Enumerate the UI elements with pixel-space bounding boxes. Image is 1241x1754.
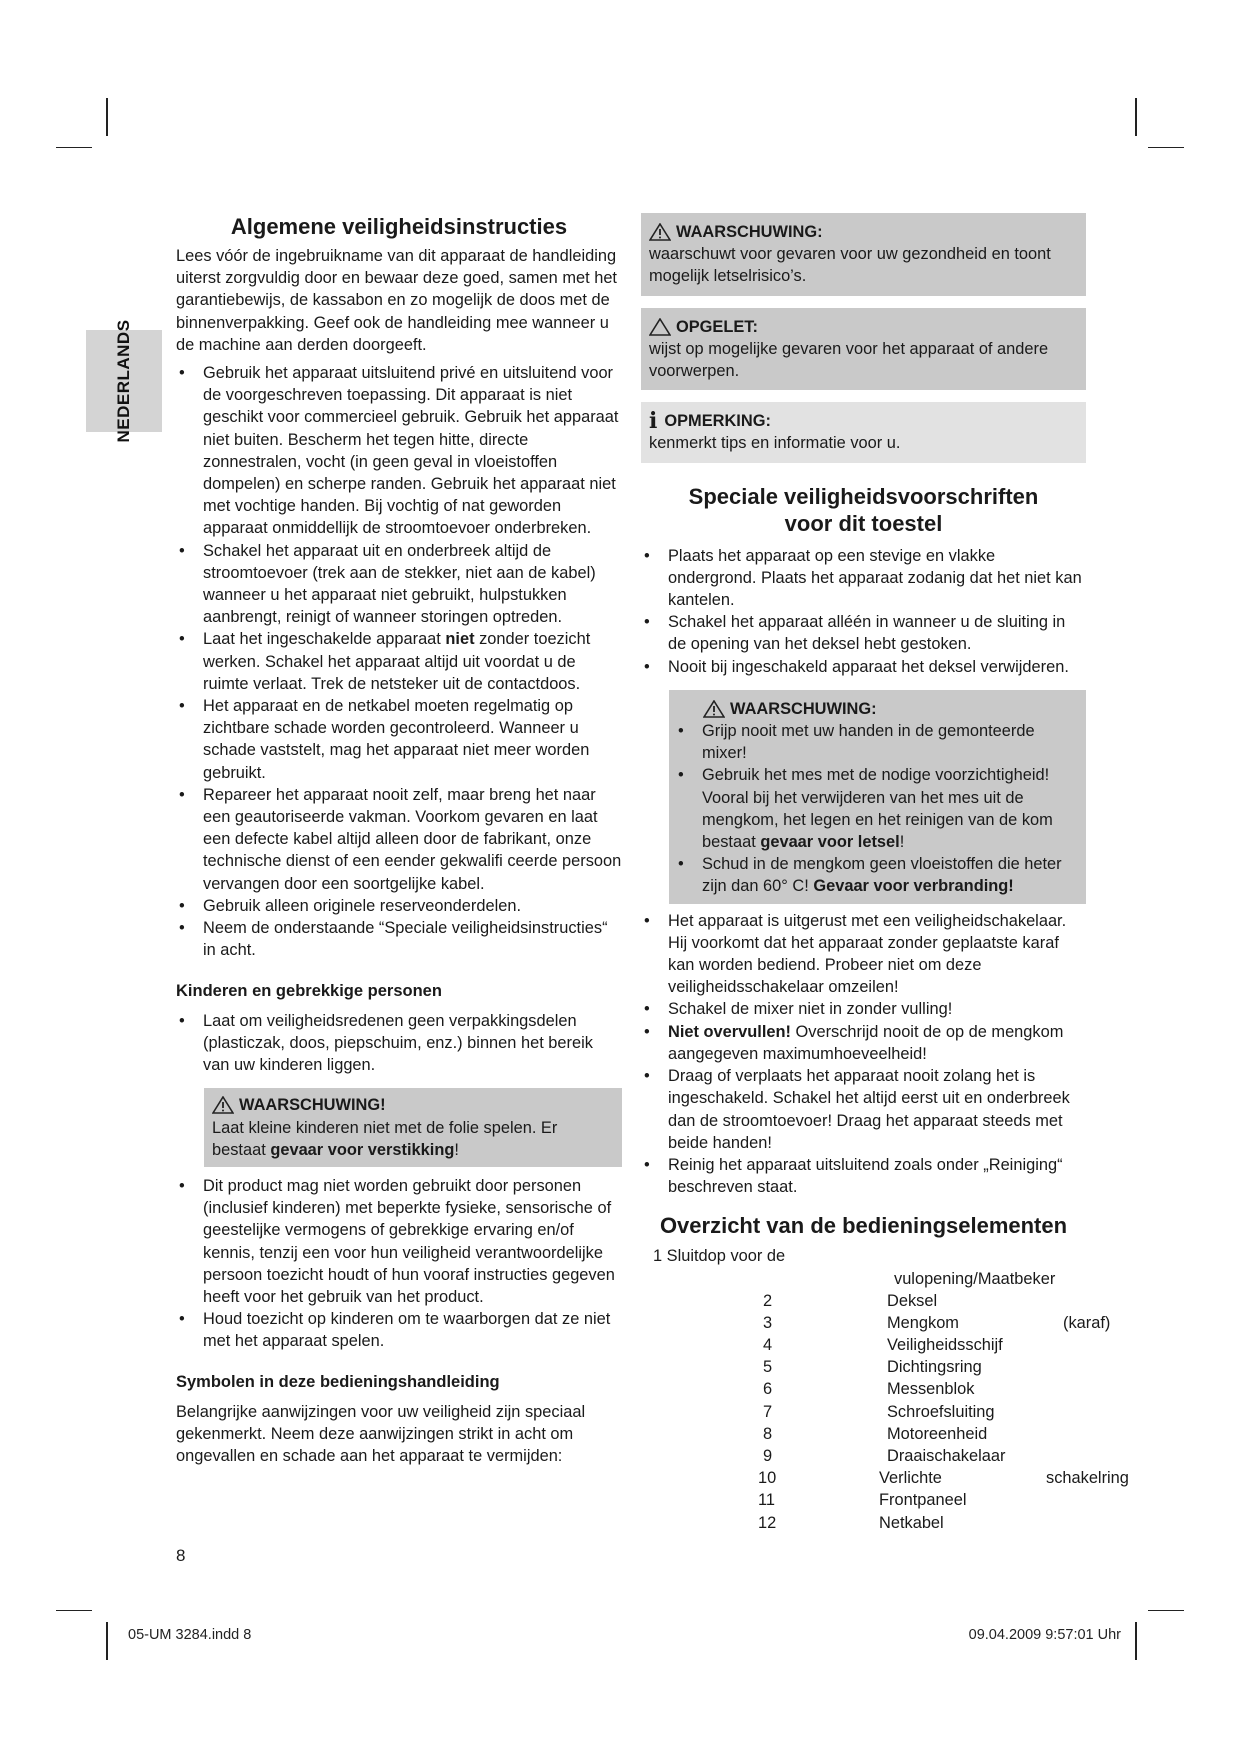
crop-mark bbox=[1135, 98, 1137, 136]
footer-file: 05-UM 3284.indd 8 bbox=[128, 1627, 252, 1643]
warning-triangle-icon bbox=[703, 700, 725, 718]
crop-mark bbox=[1148, 1610, 1184, 1611]
blade-warning-box bbox=[669, 690, 1086, 904]
list-item: • Gebruik alleen originele reserveonderdelen. bbox=[176, 895, 622, 917]
language-tab bbox=[86, 319, 162, 443]
list-item: • Gebruik het mes met de nodige voorzichtigheid! Vooral bij het verwijderen van het mes uit de mengkom, het legen en het reinigen van de kom bestaat gevaar voor letsel! bbox=[675, 764, 1078, 853]
children-heading: Kinderen en gebrekkige personen bbox=[176, 981, 442, 1000]
section-title-special-1: Speciale veiligheidsvoorschriften bbox=[688, 483, 1039, 509]
overview-item bbox=[641, 1423, 1086, 1445]
list-item: • Gebruik het apparaat uitsluitend privé en uitsluitend voor de voorgeschreven toepassing. Dit apparaat is niet geschikt voor commercieel gebruik. Gebruik het apparaat niet buiten. Bescherm het tegen hitte, directe zonnestralen, vocht (in geen geval in vloeistoffen dompelen) en scherpe randen. Gebruik het apparaat niet met vochtige handen. Bij vochtig of nat geworden apparaat onmiddellijk de stroomtoevoer onderbreken. bbox=[176, 362, 622, 540]
overview-label: Motoreenheid bbox=[887, 1424, 988, 1443]
symbol-caution-box bbox=[641, 308, 1086, 391]
children-list-2 bbox=[176, 1175, 622, 1353]
right-column bbox=[641, 213, 1129, 1534]
info-icon: i bbox=[649, 408, 658, 435]
overview-item bbox=[641, 1378, 1086, 1400]
overview-item bbox=[641, 1334, 1086, 1356]
list-item: • Schud in de mengkom geen vloeistoffen die heter zijn dan 60° C! Gevaar voor verbranding! bbox=[675, 853, 1078, 897]
leave-text-bold: niet bbox=[445, 630, 475, 649]
overview-item bbox=[641, 1356, 1086, 1378]
overview-number: 6 bbox=[763, 1380, 773, 1399]
child-warning-text: Laat kleine kinderen niet met de folie spelen. Er bestaat gevaar voor verstikking! bbox=[212, 1118, 558, 1159]
overview-number: 7 bbox=[763, 1402, 773, 1421]
crop-mark bbox=[106, 1622, 108, 1660]
overview-label: Verlichte bbox=[879, 1469, 942, 1488]
left-column bbox=[176, 213, 622, 1467]
overview-label: Schroefsluiting bbox=[887, 1402, 995, 1421]
overview-number: 2 bbox=[763, 1291, 773, 1310]
overview-item bbox=[641, 1312, 1111, 1334]
list-item: • Schakel het apparaat alléén in wanneer u de sluiting in de opening van het deksel hebt gestoken. bbox=[641, 611, 1086, 655]
overview-number: 9 bbox=[763, 1447, 773, 1465]
symbol-caution-title: OPGELET: bbox=[676, 317, 758, 336]
list-item: • Schakel het apparaat uit en onderbreek altijd de stroomtoevoer (trek aan de stekker, niet aan de kabel) wanneer u het apparaat niet gebruikt, hulpstukken aanbrengt, reinigt of wanneer storingen optreden. bbox=[176, 540, 622, 629]
list-item: • Reinig het apparaat uitsluitend zoals onder „Reiniging“ beschreven staat. bbox=[641, 1154, 1086, 1198]
overview-label: Veiligheidsschijf bbox=[887, 1336, 1003, 1355]
overview-extra: schakelring bbox=[1046, 1469, 1129, 1488]
blade-warning-title: WAARSCHUWING: bbox=[730, 699, 877, 718]
overview-number: 5 bbox=[763, 1358, 773, 1377]
overview-label: Messenblok bbox=[887, 1380, 975, 1399]
list-item: • Schakel de mixer niet in zonder vulling! bbox=[641, 998, 1086, 1020]
overview-item: vulopening/Maatbeker bbox=[894, 1269, 1056, 1288]
symbol-warning-box bbox=[641, 213, 1086, 296]
list-item: • Het apparaat en de netkabel moeten regelmatig op zichtbare schade worden gecontroleerd. Wanneer u schade vaststelt, mag het apparaat niet meer worden gebruikt. bbox=[176, 695, 622, 784]
children-list bbox=[176, 1010, 622, 1077]
overview-number: 12 bbox=[758, 1513, 777, 1532]
crop-mark bbox=[1135, 1622, 1137, 1660]
overview-item bbox=[641, 1445, 1086, 1467]
crop-mark bbox=[56, 1610, 92, 1611]
more-list bbox=[641, 910, 1086, 1199]
overview-label: Netkabel bbox=[879, 1513, 944, 1532]
section-title-overview: Overzicht van de bedieningselementen bbox=[659, 1213, 1068, 1239]
crop-mark bbox=[1148, 147, 1184, 148]
overview-number: 4 bbox=[763, 1336, 773, 1355]
overview-list bbox=[641, 1245, 1129, 1533]
section-title-special-2: voor dit toestel bbox=[784, 510, 943, 536]
overview-label: Draaischakelaar bbox=[887, 1447, 1006, 1465]
symbol-warning-title: WAARSCHUWING: bbox=[676, 223, 823, 241]
page-number: 8 bbox=[176, 1546, 186, 1565]
overview-item bbox=[641, 1512, 1086, 1534]
symbol-note-box bbox=[641, 402, 1086, 462]
symbol-caution-text: wijst op mogelijke gevaren voor het apparaat of andere voorwerpen. bbox=[649, 339, 1049, 381]
list-item: • Repareer het apparaat nooit zelf, maar breng het naar een geautoriseerde vakman. Voorkom gevaren en laat een defecte kabel altijd alleen door de fabrikant, onze technische dienst of een eender gekwalifi ceerde persoon vervangen door een soortgelijke kabel. bbox=[176, 784, 622, 895]
list-item: • Houd toezicht op kinderen om te waarborgen dat ze niet met het apparaat spelen. bbox=[176, 1308, 622, 1352]
list-item: • Niet overvullen! Overschrijd nooit de op de mengkom aangegeven maximumhoeveelheid! bbox=[641, 1021, 1086, 1065]
list-item: • Dit product mag niet worden gebruikt door personen (inclusief kinderen) met beperkte fysieke, sensorische of geestelijke vermogens of gebrekkige ervaring en/of kennis, tenzij een voor hun veiligheid verantwoordelijke persoon toezicht houdt of hun vooraf instructies gegeven heeft voor het gebruik van het product. bbox=[176, 1175, 622, 1308]
section-title-general-safety: Algemene veiligheidsinstructies bbox=[230, 214, 568, 239]
special-list bbox=[641, 545, 1086, 678]
symbols-heading: Symbolen in deze bedieningshandleiding bbox=[176, 1372, 500, 1391]
list-item: • Plaats het apparaat op een stevige en vlakke ondergrond. Plaats het apparaat zodanig dat het niet kan kantelen. bbox=[641, 545, 1086, 612]
warning-triangle-icon bbox=[212, 1096, 234, 1114]
crop-mark bbox=[106, 98, 108, 136]
warning-triangle-icon bbox=[649, 223, 671, 241]
symbols-paragraph: Belangrijke aanwijzingen voor uw veiligheid zijn speciaal gekenmerkt. Neem deze aanwijzingen strikt in acht om ongevallen en schade aan het apparaat te vermijden: bbox=[176, 1402, 586, 1466]
overview-item bbox=[641, 1467, 1129, 1489]
crop-mark bbox=[56, 147, 92, 148]
overview-number: 8 bbox=[763, 1424, 773, 1443]
symbol-note-text: kenmerkt tips en informatie voor u. bbox=[649, 434, 901, 453]
overview-number: 11 bbox=[758, 1491, 776, 1510]
symbol-warning-text: waarschuwt voor gevaren voor uw gezondheid en toont mogelijk letselrisico’s. bbox=[649, 245, 1051, 286]
child-warning-title: WAARSCHUWING! bbox=[239, 1096, 386, 1115]
list-item: • Draag of verplaats het apparaat nooit zolang het is ingeschakeld. Schakel het altijd eerst uit en onderbreek dan de stroomtoevoer! Draag het apparaat steeds met beide handen! bbox=[641, 1065, 1086, 1154]
list-item: • Laat om veiligheidsredenen geen verpakkingsdelen (plasticzak, doos, piepschuim, enz.) binnen het bereik van uw kinderen liggen. bbox=[176, 1010, 622, 1077]
language-tab-label: NEDERLANDS bbox=[114, 319, 133, 443]
overview-item: 1 Sluitdop voor de bbox=[653, 1247, 786, 1266]
list-item bbox=[176, 628, 622, 695]
symbol-note-title: OPMERKING: bbox=[664, 412, 771, 431]
list-item: • Neem de onderstaande “Speciale veiligheidsinstructies“ in acht. bbox=[176, 917, 622, 961]
overview-item bbox=[641, 1290, 1086, 1312]
leave-text-c: zonder toezicht werken. Schakel het apparaat altijd uit voordat u de ruimte verlaat. Trek de netsteker uit de contactdoos. bbox=[203, 630, 591, 693]
list-item: • Het apparaat is uitgerust met een veiligheidschakelaar. Hij voorkomt dat het apparaat zonder geplaatste karaf kan worden bediend. Probeer niet om deze veiligheidsschakelaar omzeilen! bbox=[641, 910, 1086, 999]
overview-label: Deksel bbox=[887, 1291, 938, 1310]
caution-triangle-icon bbox=[649, 318, 671, 336]
overview-label: Frontpaneel bbox=[879, 1491, 967, 1510]
general-safety-list bbox=[176, 362, 622, 961]
overview-item bbox=[641, 1489, 1086, 1511]
overview-label: Mengkom bbox=[887, 1313, 959, 1332]
child-warning-box bbox=[204, 1088, 622, 1167]
footer-date: 09.04.2009 9:57:01 Uhr bbox=[968, 1627, 1121, 1643]
intro-paragraph: Lees vóór de ingebruikname van dit apparaat de handleiding uiterst zorgvuldig door en bewaar deze goed, samen met het garantiebewijs, de kassabon en zo mogelijk de doos met de binnenverpakking. Geef ook de handleiding mee wanneer u de machine aan derden doorgeeft. bbox=[176, 247, 617, 354]
overview-label: Dichtingsring bbox=[887, 1358, 982, 1377]
list-item: • Nooit bij ingeschakeld apparaat het deksel verwijderen. bbox=[641, 656, 1086, 678]
overview-extra: (karaf) bbox=[1063, 1313, 1111, 1332]
list-item: • Grijp nooit met uw handen in de gemonteerde mixer! bbox=[675, 720, 1078, 764]
overview-item bbox=[641, 1401, 1086, 1423]
leave-text-a: Laat het ingeschakelde apparaat bbox=[203, 630, 446, 649]
overview-number: 10 bbox=[758, 1469, 777, 1488]
overview-number: 3 bbox=[763, 1313, 773, 1332]
